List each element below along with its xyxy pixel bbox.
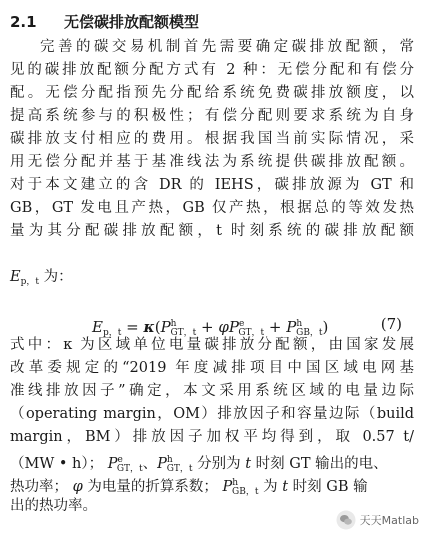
paragraph-line: 提高系统参与的积极性；有偿分配则要求系统为自身 (10, 108, 414, 124)
watermark (336, 509, 419, 531)
paragraph-line: 碳排放支付相应的费用。根据我国当前实际情况，采 (10, 131, 414, 147)
section-number: 2.1 (10, 13, 37, 31)
section-title: 无偿碳排放配额模型 (64, 13, 200, 31)
paragraph-line: 式中：κ 为区域单位电量碳排放分配额，由国家发展 (10, 337, 414, 353)
paragraph-line: 用无偿分配并基于基准线法为系统提供碳排放配额。 (10, 154, 414, 170)
equation-7: $E_{p,t} = \kappa(P^h_{GT,t} + \varphi P^e_{GT,t} + P^h_{GB,t})$ (7) (92, 311, 412, 337)
section-heading (10, 9, 420, 35)
paragraph-line: GB，GT 发电且产热，GB 仅产热，根据总的等效发热 (10, 200, 414, 216)
wechat-logo-icon (336, 510, 356, 530)
paragraph-line-mwh: （MW • h）； $P^e_{GT,t}$、$P^h_{GT,t}$ 分别为 t 时刻 GT 输出的电、 (10, 455, 388, 474)
paragraph-line: margin，BM）排放因子加权平均得到，取 0.57 t/ (10, 429, 414, 445)
paragraph-line: 完善的碳交易机制首先需要确定碳排放配额，常 (40, 39, 414, 55)
paragraph-line: 出的热功率。 (10, 498, 97, 514)
quota-symbol-subscript: p，t (20, 277, 39, 287)
equation-number: (7) (380, 315, 402, 333)
paragraph-line: 准线排放因子”确定，本文采用系统区域的电量边际 (10, 383, 414, 399)
paragraph-line: 改革委规定的“2019 年度减排项目中国区域电网基 (10, 360, 414, 376)
paragraph-line: 见的碳排放配额分配方式有 2 种：无偿分配和有偿分 (10, 62, 414, 78)
quota-symbol: E (10, 269, 21, 285)
paragraph-line: 配。无偿分配指预先分配给系统免费碳排放额度，以 (10, 85, 414, 101)
paragraph-line: 量为其分配碳排放配额，t 时刻系统的碳排放配额 (10, 223, 414, 239)
paragraph-line: 对于本文建立的含 DR 的 IEHS，碳排放源为 GT 和 (10, 177, 414, 193)
paragraph-line-heat: 热功率； φ 为电量的折算系数； $P^h_{GB,t}$ 为 t 时刻 GB 输 (10, 478, 368, 497)
quota-symbol-line (10, 266, 414, 288)
quota-symbol-suffix: 为： (38, 269, 73, 285)
watermark-label: 天天Matlab (359, 514, 419, 527)
paragraph-line: （operating margin，OM）排放因子和容量边际（build (10, 406, 414, 422)
